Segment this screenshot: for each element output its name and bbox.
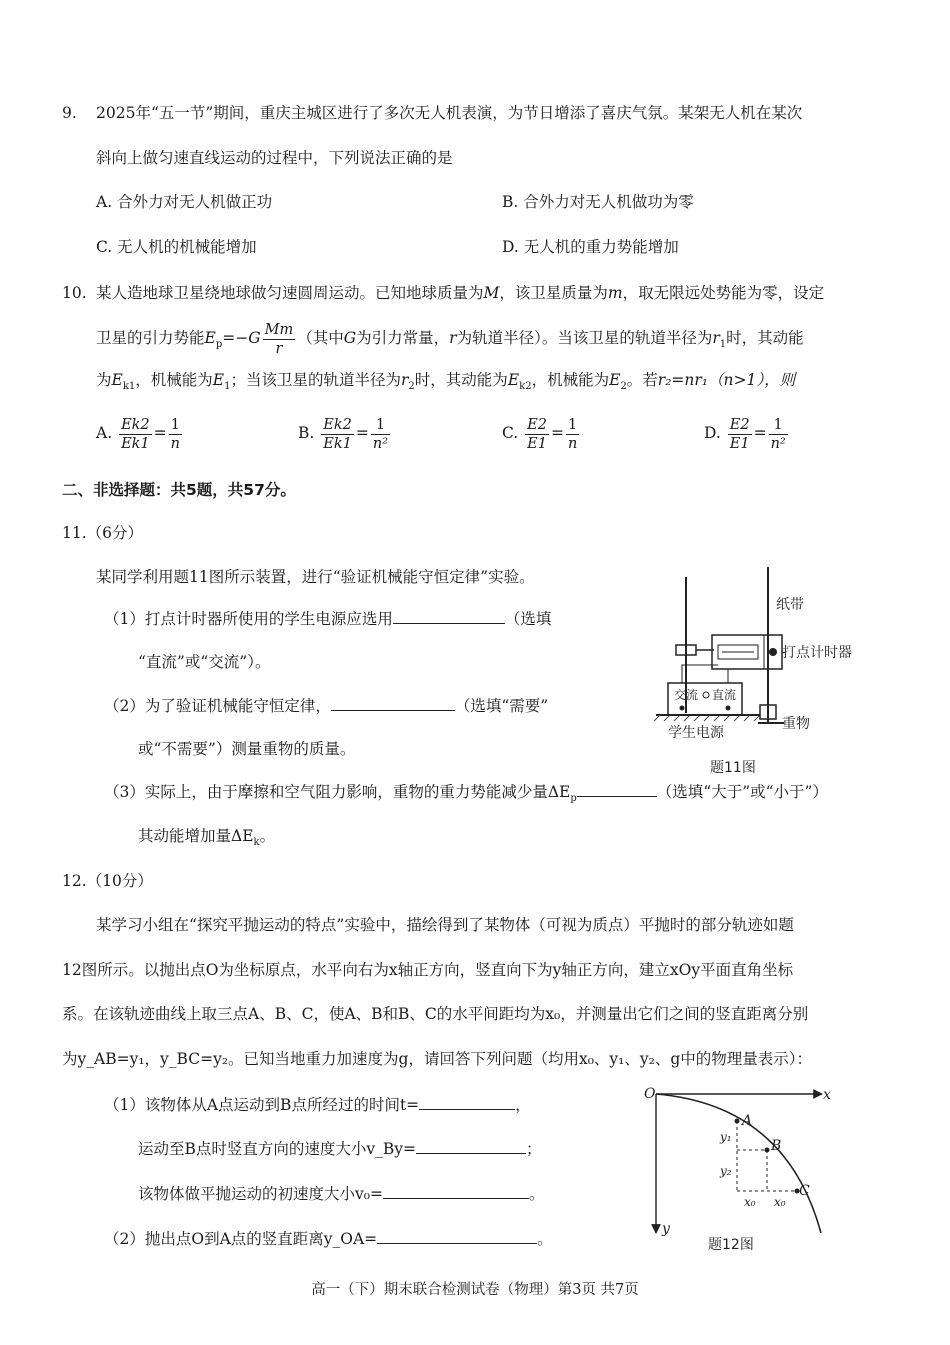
q12-stem-line3: 系。在该轨迹曲线上取三点A、B、C，使A、B和B、C的水平间距均为x₀，并测量出它们之间的竖直距离分别 <box>62 1005 809 1023</box>
q9-option-a-label: A. <box>96 193 113 211</box>
q9-option-c-text: 无人机的机械能增加 <box>117 238 257 256</box>
q10-l2e: 时，其动能 <box>726 329 804 347</box>
weight-label: 重物 <box>782 716 810 732</box>
q9-option-d <box>502 237 679 257</box>
q10-opt-b-label: B. <box>298 424 315 442</box>
q12-p1b-text: 运动至B点时竖直方向的速度大小v_By= <box>138 1140 417 1158</box>
q9-option-a-text: 合外力对无人机做正功 <box>117 193 273 211</box>
q12-trajectory-figure <box>636 1083 846 1258</box>
q10-l1c: ，取无限远处势能为零，设定 <box>622 284 825 302</box>
q10-E1: E <box>212 371 225 389</box>
q10-frac-num: Mm <box>264 321 294 338</box>
q12-p1-blank[interactable] <box>419 1095 515 1110</box>
section-2-heading: 二、非选择题：共5题，共57分。 <box>62 481 296 499</box>
q10-opt-d-rhs <box>769 416 788 453</box>
paper-tape-label: 纸带 <box>776 597 804 613</box>
q10-frac-den: r <box>275 340 283 357</box>
q10-l2d: 为轨道半径）。当该卫星的轨道半径为 <box>456 329 713 347</box>
q9-option-b-label: B. <box>502 193 519 211</box>
q10-E1-sub: 1 <box>224 381 231 393</box>
q10-opt-d-den: E1 <box>729 435 750 452</box>
q10-opt-d-num: E2 <box>729 416 750 433</box>
q10-option-d: D. $\frac{E2}{E1}$ = $\frac{1}{\text{n²}}$ <box>704 416 786 452</box>
q11-p2-blank[interactable] <box>331 696 455 711</box>
q11-p3c-sub: k <box>253 837 260 849</box>
q12-p1-text: （1）该物体从A点运动到B点所经过的时间t= <box>104 1096 420 1114</box>
q10-l2b: （其中 <box>297 329 344 347</box>
q10-l2c: 为引力常量， <box>356 329 450 347</box>
q10-Ek1-sub: k1 <box>122 381 136 393</box>
q10-l3d: 时，其动能为 <box>414 371 508 389</box>
q10-l3b: ，机械能为 <box>135 371 213 389</box>
q12-stem-line1: 某学习小组在“探究平抛运动的特点”实验中，描绘得到了某物体（可视为质点）平抛时的部分轨迹如题 <box>96 916 794 934</box>
q12-part1b <box>138 1139 542 1159</box>
q10-r: r <box>449 329 457 347</box>
x0-label-1: x₀ <box>744 1195 756 1209</box>
q10-opt-d-lhs <box>728 416 752 453</box>
q10-r1-sub: 1 <box>719 339 727 351</box>
q12-part2 <box>104 1229 553 1249</box>
q11-part1 <box>104 609 551 629</box>
q12-p2-blank[interactable] <box>377 1229 537 1244</box>
q9-option-d-label: D. <box>502 238 519 256</box>
q11-part3-cont <box>138 826 275 853</box>
x-axis-label: x <box>823 1087 831 1103</box>
q11-p3c-end: 。 <box>259 827 276 845</box>
q10-opt-a-rnum: 1 <box>169 416 182 435</box>
q9-option-d-text: 无人机的重力势能增加 <box>523 238 679 256</box>
power-ac-label: 交流 <box>674 688 699 702</box>
point-b-label: B <box>771 1138 782 1154</box>
q12-part1c <box>138 1184 544 1204</box>
q10-l3e: ，机械能为 <box>531 371 610 389</box>
q12-p1c-text: 该物体做平抛运动的初速度大小v₀= <box>138 1185 383 1203</box>
q11-p1-text: （1）打点计时器所使用的学生电源应选用 <box>104 610 393 628</box>
timer-label: 打点计时器 <box>782 645 852 661</box>
power-supply-label: 学生电源 <box>668 725 724 741</box>
q10-option-b: B. $\frac{Ek2}{Ek1}$ = $\frac{1}{\text{n²}}$ <box>298 416 389 452</box>
q10-opt-c-rhs <box>566 416 579 453</box>
q11-part2 <box>104 696 548 716</box>
q12-p2-end: 。 <box>537 1230 553 1248</box>
q11-part2-cont: 或“不需要”）测量重物的质量。 <box>138 740 356 758</box>
q10-r2-sub: 2 <box>408 381 415 393</box>
q10-r1: r <box>712 329 720 347</box>
q10-m: m <box>607 284 623 302</box>
q11-p1-tail: （选填 <box>504 610 552 628</box>
q10-opt-b-lhs <box>321 416 354 453</box>
q10-option-c: C. $\frac{E2}{E1}$ = $\frac{1}{n}$ <box>502 416 578 452</box>
q10-r2: r <box>401 371 409 389</box>
q11-p2-text: （2）为了验证机械能守恒定律， <box>104 697 331 715</box>
q11-p3-blank[interactable] <box>577 782 657 797</box>
x0-label-2: x₀ <box>774 1195 786 1209</box>
origin-label: O <box>644 1086 656 1102</box>
q10-opt-a-rhs <box>169 416 182 453</box>
q10-opt-b-rhs <box>371 416 390 453</box>
q10-opt-b-num: Ek2 <box>323 416 352 433</box>
q12-part1 <box>104 1095 531 1115</box>
q11-part3 <box>104 782 828 809</box>
q10-l3a: 为 <box>96 371 112 389</box>
q10-E2: E <box>609 371 621 389</box>
power-knob <box>703 692 709 698</box>
q10-opt-c-rnum: 1 <box>566 416 579 435</box>
q11-intro: 某同学利用题11图所示装置，进行“验证机械能守恒定律”实验。 <box>96 568 535 586</box>
q10-l1b: ，该卫星质量为 <box>499 284 608 302</box>
q10-line2 <box>96 318 804 365</box>
q10-opt-c-den: E1 <box>527 435 547 452</box>
timer-needle <box>769 648 777 656</box>
q10-Ep: E <box>204 329 216 347</box>
q10-l3f: 。若 <box>626 371 658 389</box>
q10-line1 <box>96 283 824 303</box>
q10-opt-a-lhs <box>119 416 152 453</box>
q11-part1-cont: “直流”或“交流”）。 <box>138 653 271 671</box>
q9-option-a <box>96 192 272 212</box>
q10-G: G <box>343 329 357 347</box>
q9-number: 9. <box>62 104 77 122</box>
q12-header: 12.（10分） <box>62 872 153 890</box>
q10-M: M <box>483 284 500 302</box>
q9-stem-line2: 斜向上做匀速直线运动的过程中，下列说法正确的是 <box>96 149 453 167</box>
q12-p1-end: ， <box>515 1096 531 1114</box>
q10-opt-a-num: Ek2 <box>121 416 150 433</box>
q10-number: 10. <box>62 284 87 302</box>
q10-option-a: A. $\frac{Ek2}{Ek1}$ = $\frac{1}{n}$ <box>96 416 181 452</box>
q12-stem-line2: 12图所示。以抛出点O为坐标原点，水平向右为x轴正方向，竖直向下为y轴正方向，建立xOy平面直角坐标 <box>62 961 794 979</box>
q11-header: 11.（6分） <box>62 524 144 542</box>
point-c-label: C <box>799 1183 810 1199</box>
y-axis-label: y <box>662 1221 670 1237</box>
y1-label: y₁ <box>720 1130 732 1144</box>
q12-stem-line4: 为y_AB=y₁，y_BC=y₂。已知当地重力加速度为g，请回答下列问题（均用x₀、y₁、y₂、g中的物理量表示）： <box>62 1050 813 1068</box>
q9-option-c <box>96 237 257 257</box>
trajectory-curve <box>656 1094 821 1233</box>
q9-option-b-text: 合外力对无人机做功为零 <box>523 193 694 211</box>
q10-opt-c-rden: n <box>567 435 578 452</box>
q11-apparatus-figure <box>648 565 878 780</box>
q10-Ep-sub: p <box>215 339 223 351</box>
q10-opt-a-label: A. <box>96 424 113 442</box>
q10-opt-b-rden: n² <box>372 435 389 452</box>
q10-opt-d-rnum: 1 <box>769 416 788 435</box>
y2-label: y₂ <box>720 1164 732 1178</box>
q12-p1b-blank[interactable] <box>416 1139 526 1154</box>
q9-option-b <box>502 192 694 212</box>
q10-l2a: 卫星的引力势能 <box>96 329 205 347</box>
q10-potential-fraction <box>263 321 296 358</box>
fig11-caption: 题11图 <box>710 760 756 776</box>
q9-option-c-label: C. <box>96 238 113 256</box>
q10-l1a: 某人造地球卫星绕地球做匀速圆周运动。已知地球质量为 <box>96 284 484 302</box>
terminal-1 <box>680 706 685 711</box>
q12-p1b-end: ； <box>526 1140 542 1158</box>
q10-line3 <box>96 370 795 397</box>
q12-p1c-end: 。 <box>528 1185 545 1203</box>
q10-opt-c-num: E2 <box>527 416 547 433</box>
q11-p3-sub: p <box>570 793 577 805</box>
point-a-label: A <box>742 1113 753 1129</box>
q11-p2-tail: （选填“需要” <box>454 697 549 715</box>
power-dc-label: 直流 <box>712 688 737 702</box>
dashed-guides <box>737 1121 797 1191</box>
q10-l3c: ；当该卫星的轨道半径为 <box>230 371 401 389</box>
q10-opt-c-label: C. <box>502 424 519 442</box>
q10-opt-b-rnum: 1 <box>371 416 390 435</box>
q12-p1c-blank[interactable] <box>383 1184 529 1199</box>
fig12-caption: 题12图 <box>708 1237 754 1253</box>
q10-Ek2-sub: k2 <box>519 381 532 393</box>
wire-2 <box>728 669 744 683</box>
q11-p3-tail: （选填“大于”或“小于”） <box>656 783 828 801</box>
q10-Ek1: E <box>111 371 123 389</box>
q10-Ek2: E <box>507 371 520 389</box>
q10-opt-a-den: Ek1 <box>121 435 150 452</box>
q10-relation: r₂=nr₁（n>1），则 <box>657 371 796 389</box>
q11-p3c-text: 其动能增加量ΔE <box>138 827 254 845</box>
q11-p3-text: （3）实际上，由于摩擦和空气阻力影响，重物的重力势能减少量ΔE <box>104 783 571 801</box>
q10-opt-c-lhs <box>525 416 549 453</box>
q9-stem-line1: 2025年“五一节”期间，重庆主城区进行了多次无人机表演，为节日增添了喜庆气氛。某架无人机在某次 <box>96 104 803 122</box>
page-footer: 高一（下）期末联合检测试卷（物理）第3页 共7页 <box>311 1282 639 1298</box>
q10-E2-sub: 2 <box>620 381 627 393</box>
q10-opt-d-label: D. <box>704 424 721 442</box>
q10-opt-d-rden: n² <box>770 435 786 452</box>
q10-opt-b-den: Ek1 <box>323 435 352 452</box>
q10-eq: =−G <box>222 329 261 347</box>
q12-p2-text: （2）抛出点O到A点的竖直距离y_OA= <box>104 1230 378 1248</box>
terminal-2 <box>726 706 731 711</box>
q11-p1-blank[interactable] <box>393 609 505 624</box>
q10-opt-a-rden: n <box>170 435 181 452</box>
